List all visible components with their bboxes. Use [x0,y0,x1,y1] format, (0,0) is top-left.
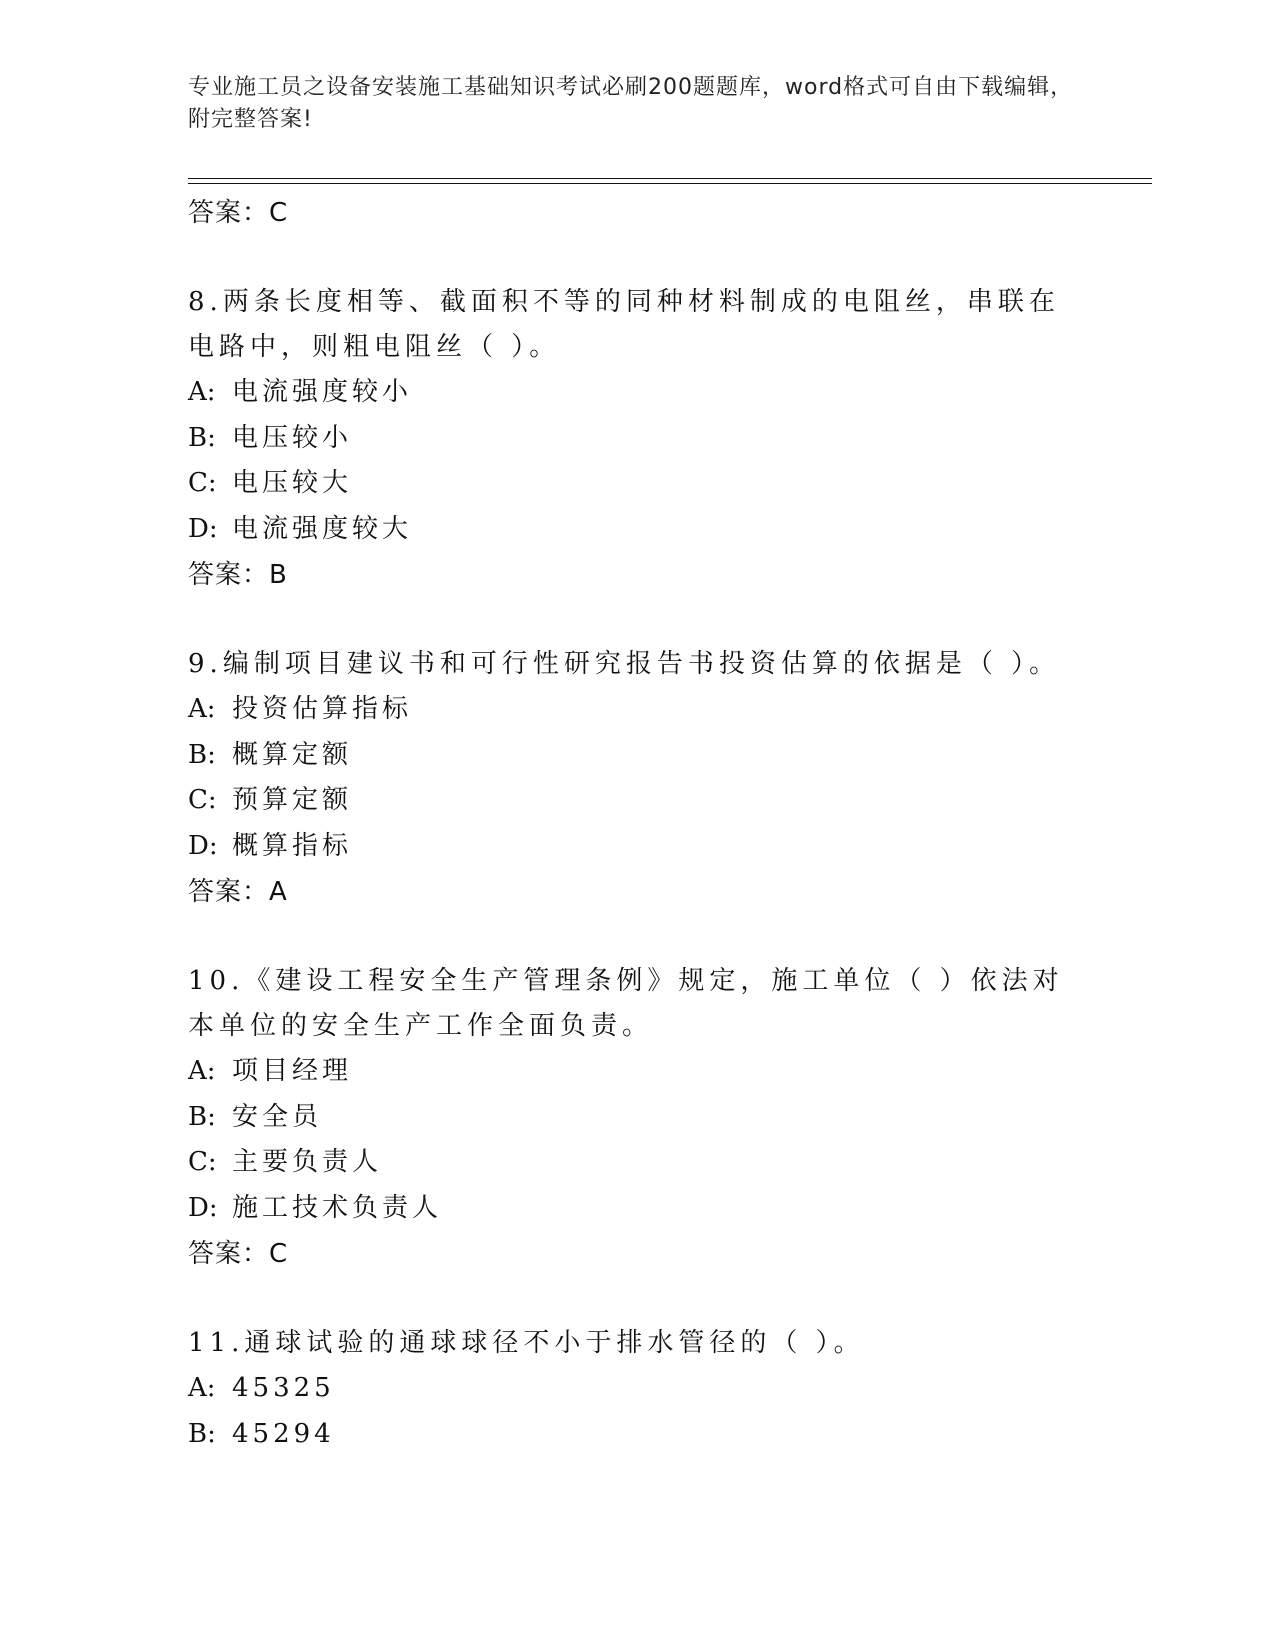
question-body: 《建设工程安全生产管理条例》规定，施工单位（ ）依法对本单位的安全生产工作全面负责。 [188,966,1064,1041]
option-d [188,824,1088,870]
option-c [188,1140,1088,1186]
option-letter: C: [188,1147,217,1177]
option-letter: B: [188,422,216,453]
answer-value: A [269,877,288,907]
option-letter: B: [188,739,216,770]
option-b [188,1412,1088,1458]
option-b [188,733,1088,779]
question-9 [188,642,1088,915]
answer-value: B [269,560,288,590]
option-letter: B: [188,1101,216,1132]
question-body: 两条长度相等、截面积不等的同种材料制成的电阻丝，串联在电路中，则粗电阻丝（ ）。 [188,287,1060,362]
question-11 [188,1321,1088,1457]
option-c [188,461,1088,507]
option-text: 投资估算指标 [232,694,413,724]
question-number: 8. [188,287,223,317]
option-a [188,1366,1088,1412]
answer-value: C [269,1239,289,1269]
option-text: 概算定额 [232,739,353,770]
question-text [188,280,1088,370]
header-divider-top [188,178,1152,179]
option-a [188,687,1088,733]
document-header: 专业施工员之设备安装施工基础知识考试必刷200题题库，word格式可自由下载编辑，附完整答案! [188,75,1074,132]
question-number: 11. [188,1328,245,1358]
option-text: 主要负责人 [232,1147,383,1177]
option-text: 45294 [232,1418,335,1449]
option-a [188,1049,1088,1095]
option-letter: D: [188,830,218,861]
question-body: 编制项目建议书和可行性研究报告书投资估算的依据是（ ）。 [222,649,1061,679]
option-letter: A: [188,377,216,407]
option-letter: A: [188,694,216,724]
answer-line [188,552,1088,598]
question-list [188,190,1088,1457]
question-text [188,1321,1088,1366]
option-letter: D: [188,1192,218,1223]
option-b [188,416,1088,462]
question-number: 9. [188,649,223,679]
answer-line [188,1231,1088,1277]
header-divider-bottom [188,183,1152,184]
option-c [188,778,1088,824]
question-body: 通球试验的通球球径不小于排水管径的（ ）。 [244,1328,865,1358]
option-text: 安全员 [232,1101,323,1132]
option-text: 45325 [232,1373,335,1403]
answer-label: 答案： [188,877,270,907]
option-letter: C: [188,468,217,498]
option-d [188,1186,1088,1232]
question-10 [188,959,1088,1277]
option-text: 电流强度较大 [232,513,413,544]
option-text: 预算定额 [232,785,353,815]
option-a [188,370,1088,416]
option-text: 项目经理 [232,1056,353,1086]
answer-line [188,869,1088,915]
answer-label: 答案： [188,1239,270,1269]
question-8 [188,280,1088,598]
question-text [188,642,1088,687]
answer-value: C [269,198,289,228]
answer-label: 答案： [188,560,270,590]
option-text: 电流强度较小 [232,377,413,407]
option-letter: D: [188,513,218,544]
option-text: 电压较小 [232,422,353,453]
option-letter: A: [188,1056,216,1086]
option-letter: A: [188,1373,216,1403]
answer-label: 答案： [188,198,270,228]
option-text: 施工技术负责人 [232,1192,443,1223]
question-number: 10. [188,966,245,996]
answer-line [188,190,1088,236]
option-letter: C: [188,785,217,815]
option-b [188,1095,1088,1141]
question-text [188,959,1088,1049]
option-text: 电压较大 [232,468,353,498]
option-d [188,507,1088,553]
option-letter: B: [188,1418,216,1449]
option-text: 概算指标 [232,830,353,861]
